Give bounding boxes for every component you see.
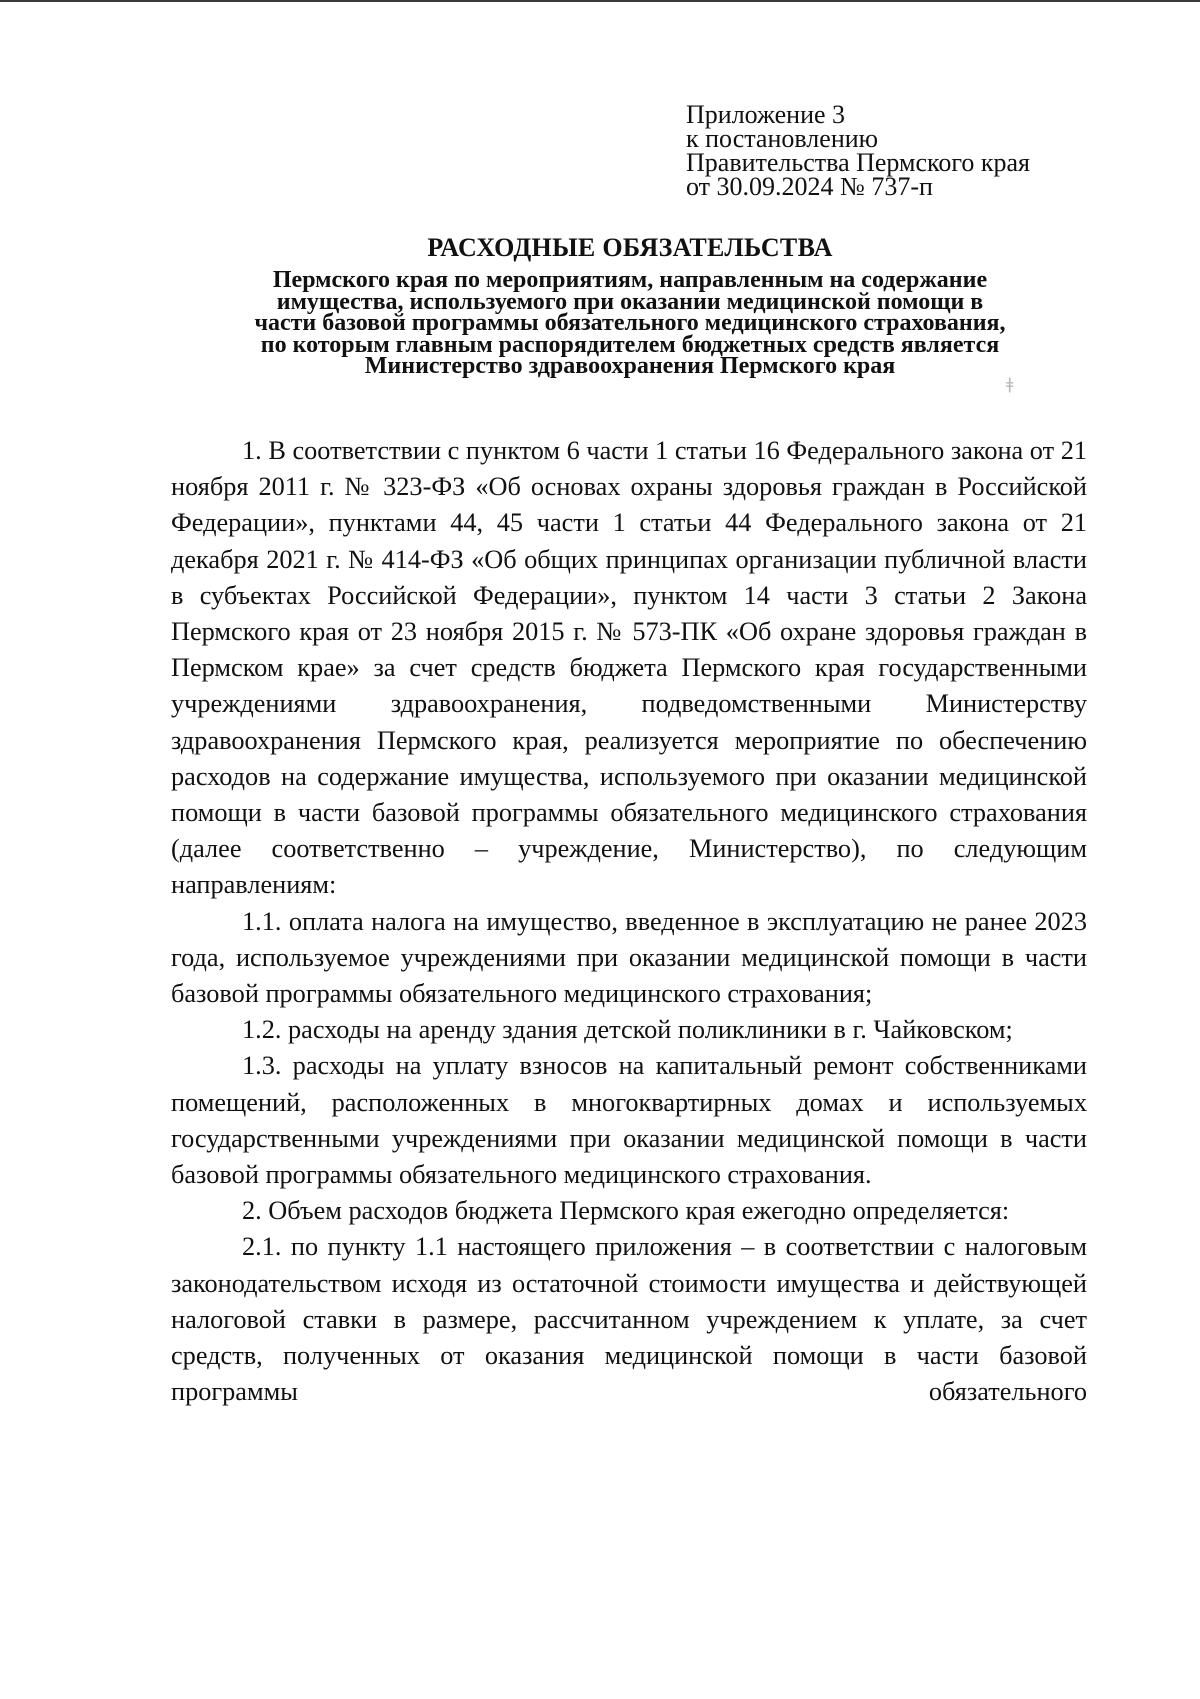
scan-mark-icon: ǂ — [1006, 374, 1014, 393]
paragraph-1-3: 1.3. расходы на уплату взносов на капитальный ремонт собственниками помещений, расположенных в многоквартирных домах и используемых государственными учреждениями при оказании медицинской помощи в части базовой программы обязательного медицинского страхования. — [171, 1051, 1087, 1190]
subtitle-line: Пермского края по мероприятиям, направленным на содержание — [272, 267, 988, 293]
annex-block — [686, 100, 1126, 201]
paragraph-1-1: 1.1. оплата налога на имущество, введенное в эксплуатацию не ранее 2023 года, используемое учреждениями при оказании медицинской помощи в части базовой программы обязательного медицинского страхования; — [171, 906, 1087, 1009]
paragraph-2-1: 2.1. по пункту 1.1 настоящего приложения – в соответствии с налоговым законодательством исходя из остаточной стоимости имущества и действующей налоговой ставки в размере, рассчитанном учреждением к уплате, за счет средств, полученных от оказания медицинской помощи в части базовой программы обязательного — [171, 1232, 1087, 1407]
paragraph-1-2: 1.2. расходы на аренду здания детской поликлиники в г. Чайковском; — [242, 1015, 1013, 1045]
annex-line: к постановлению — [686, 124, 879, 153]
subtitle-line: по которым главным распорядителем бюджетных средств является — [260, 331, 1000, 358]
subtitle-line: части базовой программы обязательного медицинского страхования, — [254, 310, 1006, 336]
paragraph-2: 2. Объем расходов бюджета Пермского края ежегодно определяется: — [242, 1196, 1010, 1226]
subtitle-line: Министерство здравоохранения Пермского края — [364, 353, 896, 379]
subtitle-line: имущества, используемого при оказании медицинской помощи в — [276, 288, 984, 315]
document-body — [171, 433, 1087, 1410]
annex-line: от 30.09.2024 № 737-п — [686, 172, 933, 201]
document-subtitle — [150, 267, 1110, 379]
scan-top-edge — [0, 0, 1200, 2]
paragraph-1: 1. В соответствии с пунктом 6 части 1 статьи 16 Федерального закона от 21 ноября 2011 г. № 323-ФЗ «Об основах охраны здоровья граждан в Российской Федерации», пунктами 44, 45 части 1 статьи 44 Федерального закона от 21 декабря 2021 г. № 414-ФЗ «Об общих принципах организации публичной власти в субъектах Российской Федерации», пунктом 14 части 3 статьи 2 Закона Пермского края от 23 ноября 2015 г. № 573-ПК «Об охране здоровья граждан в Пермском крае» за счет средств бюджета Пермского края государственными учреждениями здравоохранения, подведомственными Министерству здравоохранения Пермского края, реализуется мероприятие по обеспечению расходов на содержание имущества, используемого при оказании медицинской помощи в части базовой программы обязательного медицинского страхования (далее соответственно – учреждение, Министерство), по следующим направлениям: — [171, 436, 1087, 900]
document-title: РАСХОДНЫЕ ОБЯЗАТЕЛЬСТВА — [427, 233, 833, 262]
annex-line: Правительства Пермского края — [686, 148, 1030, 177]
annex-line: Приложение 3 — [686, 100, 846, 129]
